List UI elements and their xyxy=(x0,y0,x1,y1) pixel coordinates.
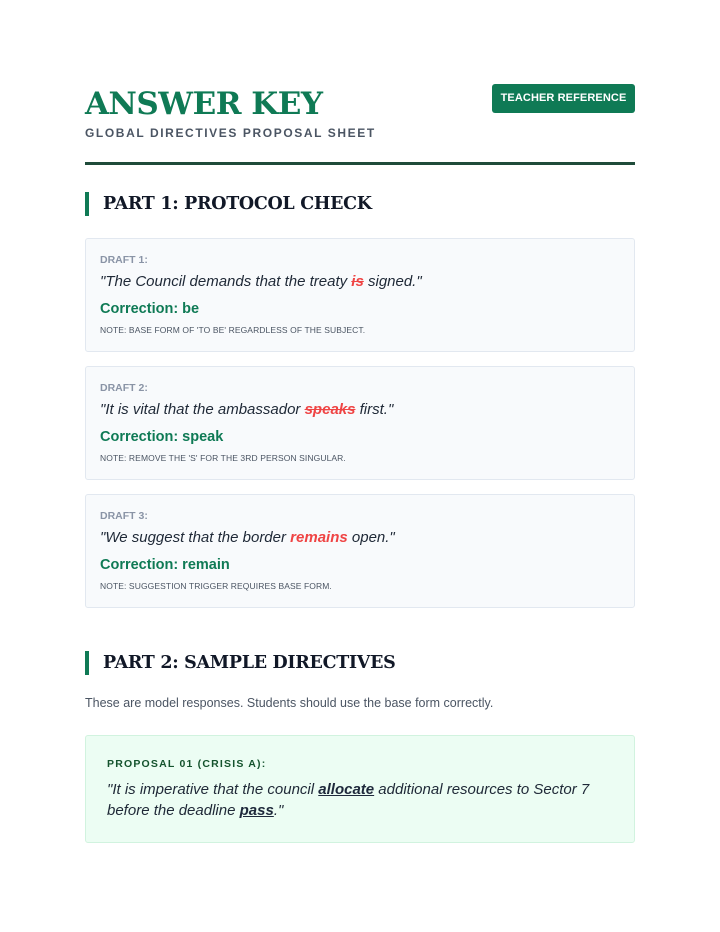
base-form-verb: pass xyxy=(239,802,274,819)
part1-heading: PART 1: PROTOCOL CHECK xyxy=(85,192,372,216)
correction-text: Correction: remain xyxy=(100,557,230,573)
part2-intro: These are model responses. Students should use the base form correctly. xyxy=(85,696,494,710)
draft-sentence: "The Council demands that the treaty is signed." xyxy=(100,273,422,290)
proposal-sentence: "It is imperative that the council allocate additional resources to Sector 7 before the deadline pass." xyxy=(107,781,590,819)
answer-key-page xyxy=(85,84,635,819)
correction-text: Correction: speak xyxy=(100,429,224,445)
correction-note: NOTE: REMOVE THE 'S' FOR THE 3RD PERSON SINGULAR. xyxy=(100,453,346,463)
draft-card xyxy=(85,494,635,608)
page-header xyxy=(85,84,635,165)
draft-card xyxy=(85,366,635,480)
draft-label: DRAFT 1: xyxy=(100,254,148,266)
error-word: speaks xyxy=(304,401,356,418)
draft-sentence: "We suggest that the border remains open." xyxy=(100,529,395,546)
draft-sentence: "It is vital that the ambassador speaks first." xyxy=(100,401,394,418)
page-title: ANSWER KEY xyxy=(85,86,323,122)
error-word: is xyxy=(351,273,364,290)
teacher-reference-badge: TEACHER REFERENCE xyxy=(492,84,635,113)
correction-text: Correction: be xyxy=(100,301,200,317)
proposal-label: PROPOSAL 01 (CRISIS A): xyxy=(107,758,267,770)
correction-note: NOTE: SUGGESTION TRIGGER REQUIRES BASE FORM. xyxy=(100,581,332,591)
draft-card xyxy=(85,238,635,352)
error-word: remains xyxy=(290,529,348,546)
base-form-verb: allocate xyxy=(318,781,375,798)
part2-heading: PART 2: SAMPLE DIRECTIVES xyxy=(85,651,395,675)
draft-label: DRAFT 2: xyxy=(100,382,148,394)
page-subtitle: GLOBAL DIRECTIVES PROPOSAL SHEET xyxy=(85,126,376,140)
draft-label: DRAFT 3: xyxy=(100,510,148,522)
proposal-card xyxy=(85,735,635,843)
correction-note: NOTE: BASE FORM OF 'TO BE' REGARDLESS OF THE SUBJECT. xyxy=(100,325,366,335)
